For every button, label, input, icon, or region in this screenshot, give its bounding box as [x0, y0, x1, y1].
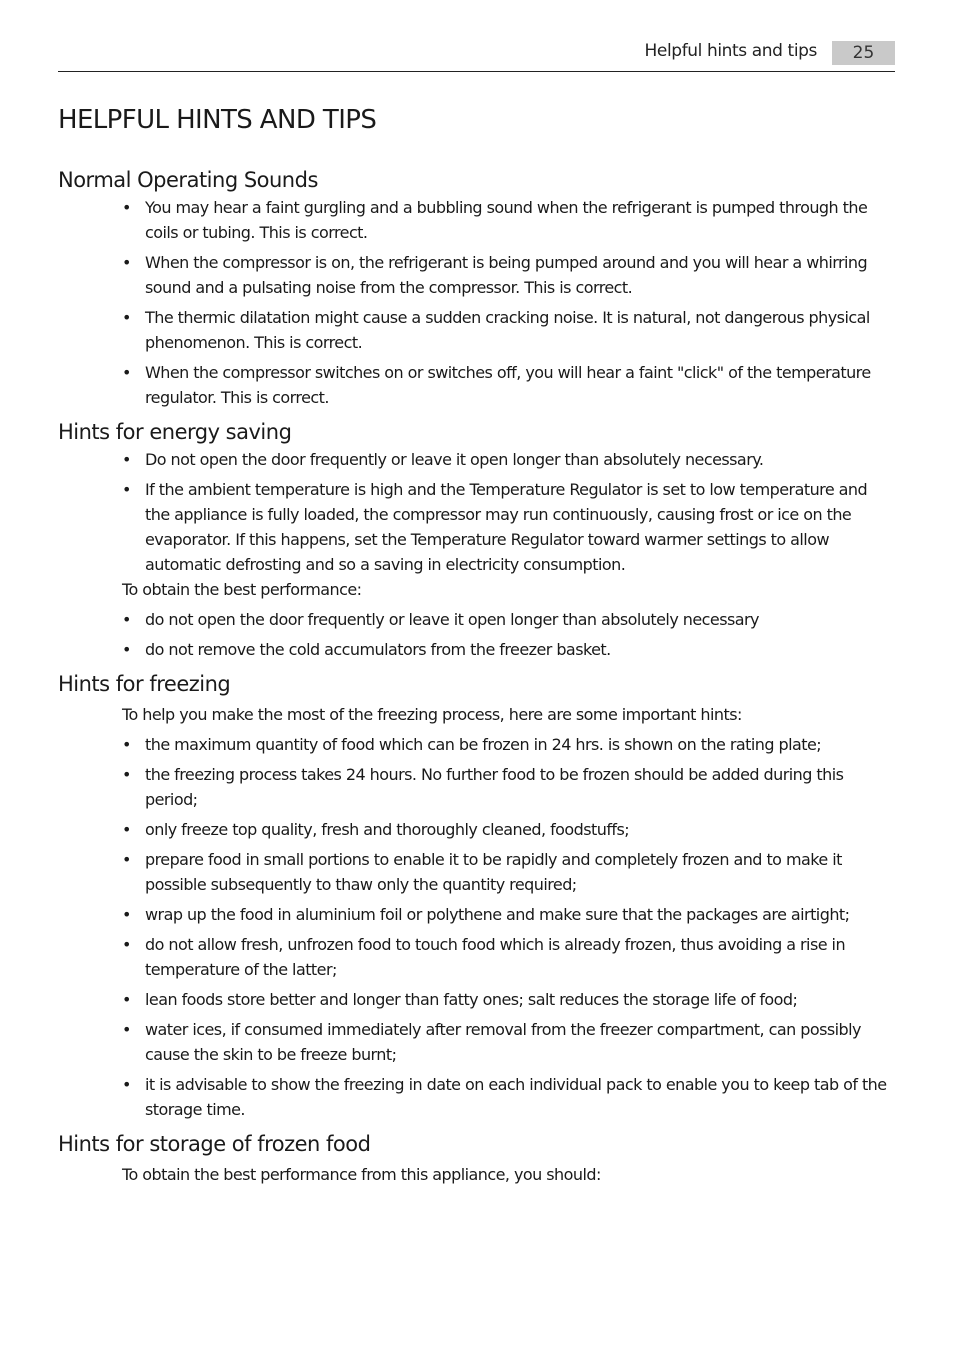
bullet-icon: • — [122, 850, 131, 869]
bullet-icon: • — [122, 905, 131, 924]
section-heading: Hints for energy saving — [58, 420, 292, 444]
bullet-list — [58, 732, 895, 1122]
freezing-intro: To help you make the most of the freezing process, here are some important hints: — [122, 705, 742, 724]
bullet-icon: • — [122, 935, 131, 954]
section-heading: Hints for freezing — [58, 672, 231, 696]
page-number: 25 — [832, 41, 895, 65]
list-item: • You may hear a faint gurgling and a bubbling sound when the refrigerant is pumped through the coils or tubing. This is correct. — [58, 195, 895, 245]
section-energy-saving — [58, 417, 895, 662]
list-item: • Do not open the door frequently or leave it open longer than absolutely necessary. — [58, 447, 895, 472]
bullet-list — [58, 447, 895, 577]
bullet-icon: • — [122, 1020, 131, 1039]
running-title: Helpful hints and tips — [644, 41, 817, 61]
bullet-icon: • — [122, 640, 131, 659]
list-item: • lean foods store better and longer than fatty ones; salt reduces the storage life of food; — [58, 987, 895, 1012]
list-item: • the maximum quantity of food which can be frozen in 24 hrs. is shown on the rating plate; — [58, 732, 895, 757]
list-item: • wrap up the food in aluminium foil or polythene and make sure that the packages are airtight; — [58, 902, 895, 927]
bullet-icon: • — [122, 1075, 131, 1094]
bullet-icon: • — [122, 198, 131, 217]
list-item: • only freeze top quality, fresh and thoroughly cleaned, foodstuffs; — [58, 817, 895, 842]
bullet-icon: • — [122, 253, 131, 272]
list-item: • water ices, if consumed immediately after removal from the freezer compartment, can possibly cause the skin to be freeze burnt; — [58, 1017, 895, 1067]
list-item: • it is advisable to show the freezing in date on each individual pack to enable you to keep tab of the storage time. — [58, 1072, 895, 1122]
page-title: HELPFUL HINTS AND TIPS — [58, 105, 377, 135]
list-item: • the freezing process takes 24 hours. No further food to be frozen should be added during this period; — [58, 762, 895, 812]
section-storage-frozen-food — [58, 1129, 895, 1187]
bullet-icon: • — [122, 765, 131, 784]
section-heading: Hints for storage of frozen food — [58, 1132, 371, 1156]
section-normal-operating-sounds — [58, 165, 895, 410]
bullet-list — [58, 607, 895, 662]
bullet-icon: • — [122, 450, 131, 469]
bullet-icon: • — [122, 990, 131, 1009]
list-item: • prepare food in small portions to enable it to be rapidly and completely frozen and to make it possible subsequently to thaw only the quantity required; — [58, 847, 895, 897]
running-header — [58, 38, 895, 72]
bullet-icon: • — [122, 820, 131, 839]
list-item: • When the compressor switches on or switches off, you will hear a faint "click" of the temperature regulator. This is correct. — [58, 360, 895, 410]
performance-intro: To obtain the best performance: — [122, 580, 362, 599]
list-item: • The thermic dilatation might cause a sudden cracking noise. It is natural, not dangerous physical phenomenon. This is correct. — [58, 305, 895, 355]
section-heading: Normal Operating Sounds — [58, 168, 318, 192]
list-item: • do not allow fresh, unfrozen food to touch food which is already frozen, thus avoiding a rise in temperature of the latter; — [58, 932, 895, 982]
list-item: • do not remove the cold accumulators from the freezer basket. — [58, 637, 895, 662]
list-item: • When the compressor is on, the refrigerant is being pumped around and you will hear a whirring sound and a pulsating noise from the compressor. This is correct. — [58, 250, 895, 300]
bullet-icon: • — [122, 735, 131, 754]
list-item: • If the ambient temperature is high and the Temperature Regulator is set to low temperature and the appliance is fully loaded, the compressor may run continuously, causing frost or ice on the evaporator. If this happens, set the Temperature Regulator toward warmer settings to allow automatic defrosting and so a saving in electricity consumption. — [58, 477, 895, 577]
section-freezing — [58, 669, 895, 1122]
bullet-list — [58, 195, 895, 410]
bullet-icon: • — [122, 610, 131, 629]
bullet-icon: • — [122, 308, 131, 327]
storage-intro: To obtain the best performance from this appliance, you should: — [122, 1165, 601, 1184]
page-content — [58, 165, 895, 1187]
bullet-icon: • — [122, 363, 131, 382]
list-item: • do not open the door frequently or leave it open longer than absolutely necessary — [58, 607, 895, 632]
bullet-icon: • — [122, 480, 131, 499]
